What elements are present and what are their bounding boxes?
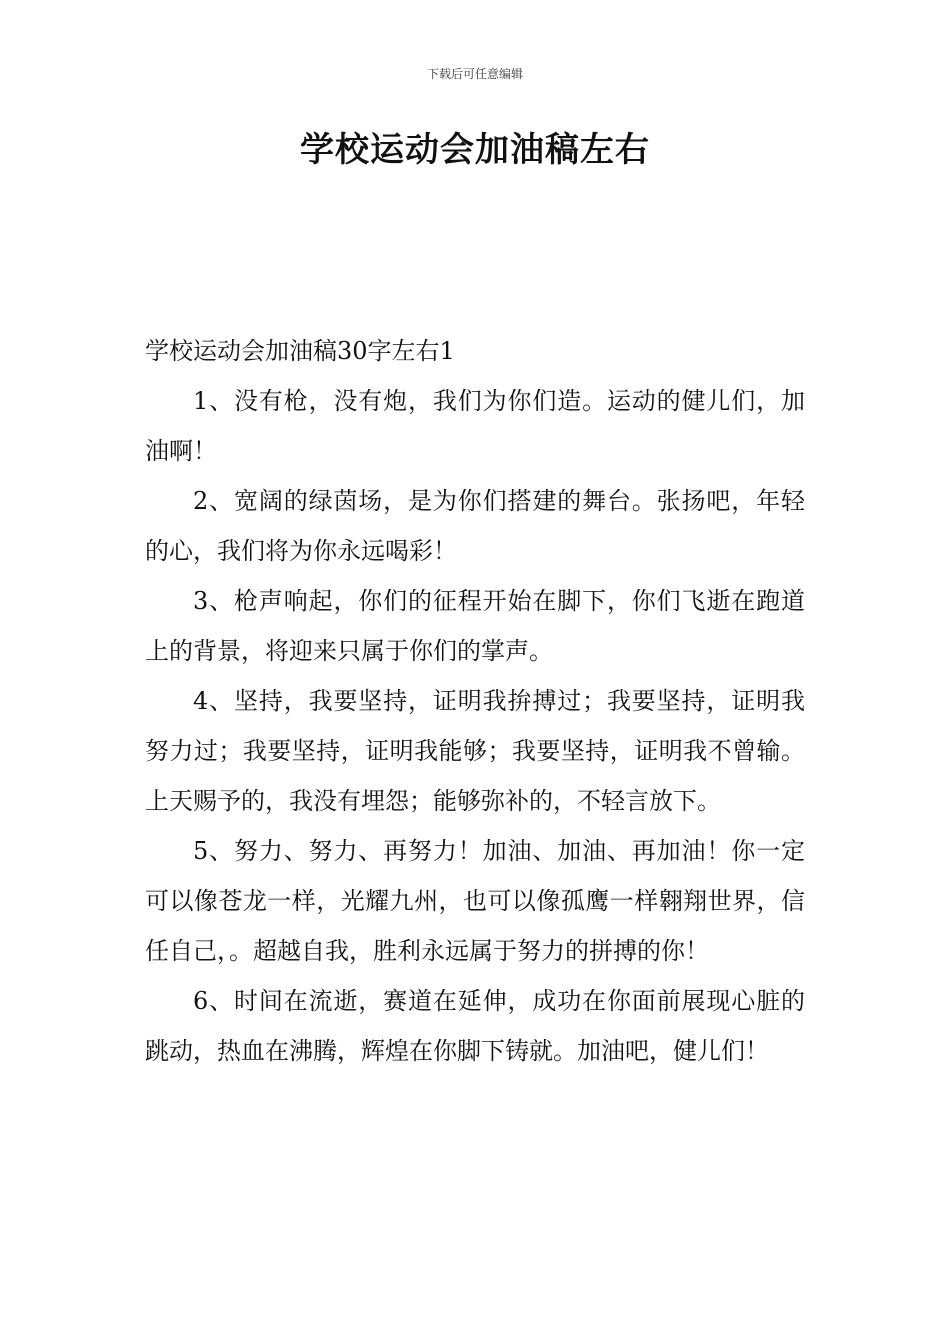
cheer-item-5: 5、努力、努力、再努力！加油、加油、再加油！你一定可以像苍龙一样，光耀九州，也可以像孤鹰一样翱翔世界，信任自己，。超越自我，胜利永远属于努力的拼搏的你！ [145, 837, 805, 965]
cheer-item-1: 1、没有枪，没有炮，我们为你们造。运动的健儿们，加油啊！ [145, 387, 805, 465]
cheer-item-3: 3、枪声响起，你们的征程开始在脚下，你们飞逝在跑道上的背景，将迎来只属于你们的掌声。 [145, 587, 805, 665]
header-note: 下载后可任意编辑 [426, 67, 523, 81]
document-title: 学校运动会加油稿左右 [300, 130, 650, 170]
document-body [145, 326, 805, 1076]
cheer-item-4: 4、坚持，我要坚持，证明我拚搏过；我要坚持，证明我努力过；我要坚持，证明我能够；我要坚持，证明我不曾输。上天赐予的，我没有埋怨；能够弥补的，不轻言放下。 [145, 687, 805, 815]
cheer-item-6: 6、时间在流逝，赛道在延伸，成功在你面前展现心脏的跳动，热血在沸腾，辉煌在你脚下铸就。加油吧，健儿们！ [145, 987, 805, 1065]
section-heading: 学校运动会加油稿30字左右1 [145, 337, 455, 365]
cheer-item-2: 2、宽阔的绿茵场，是为你们搭建的舞台。张扬吧，年轻的心，我们将为你永远喝彩！ [145, 487, 805, 565]
